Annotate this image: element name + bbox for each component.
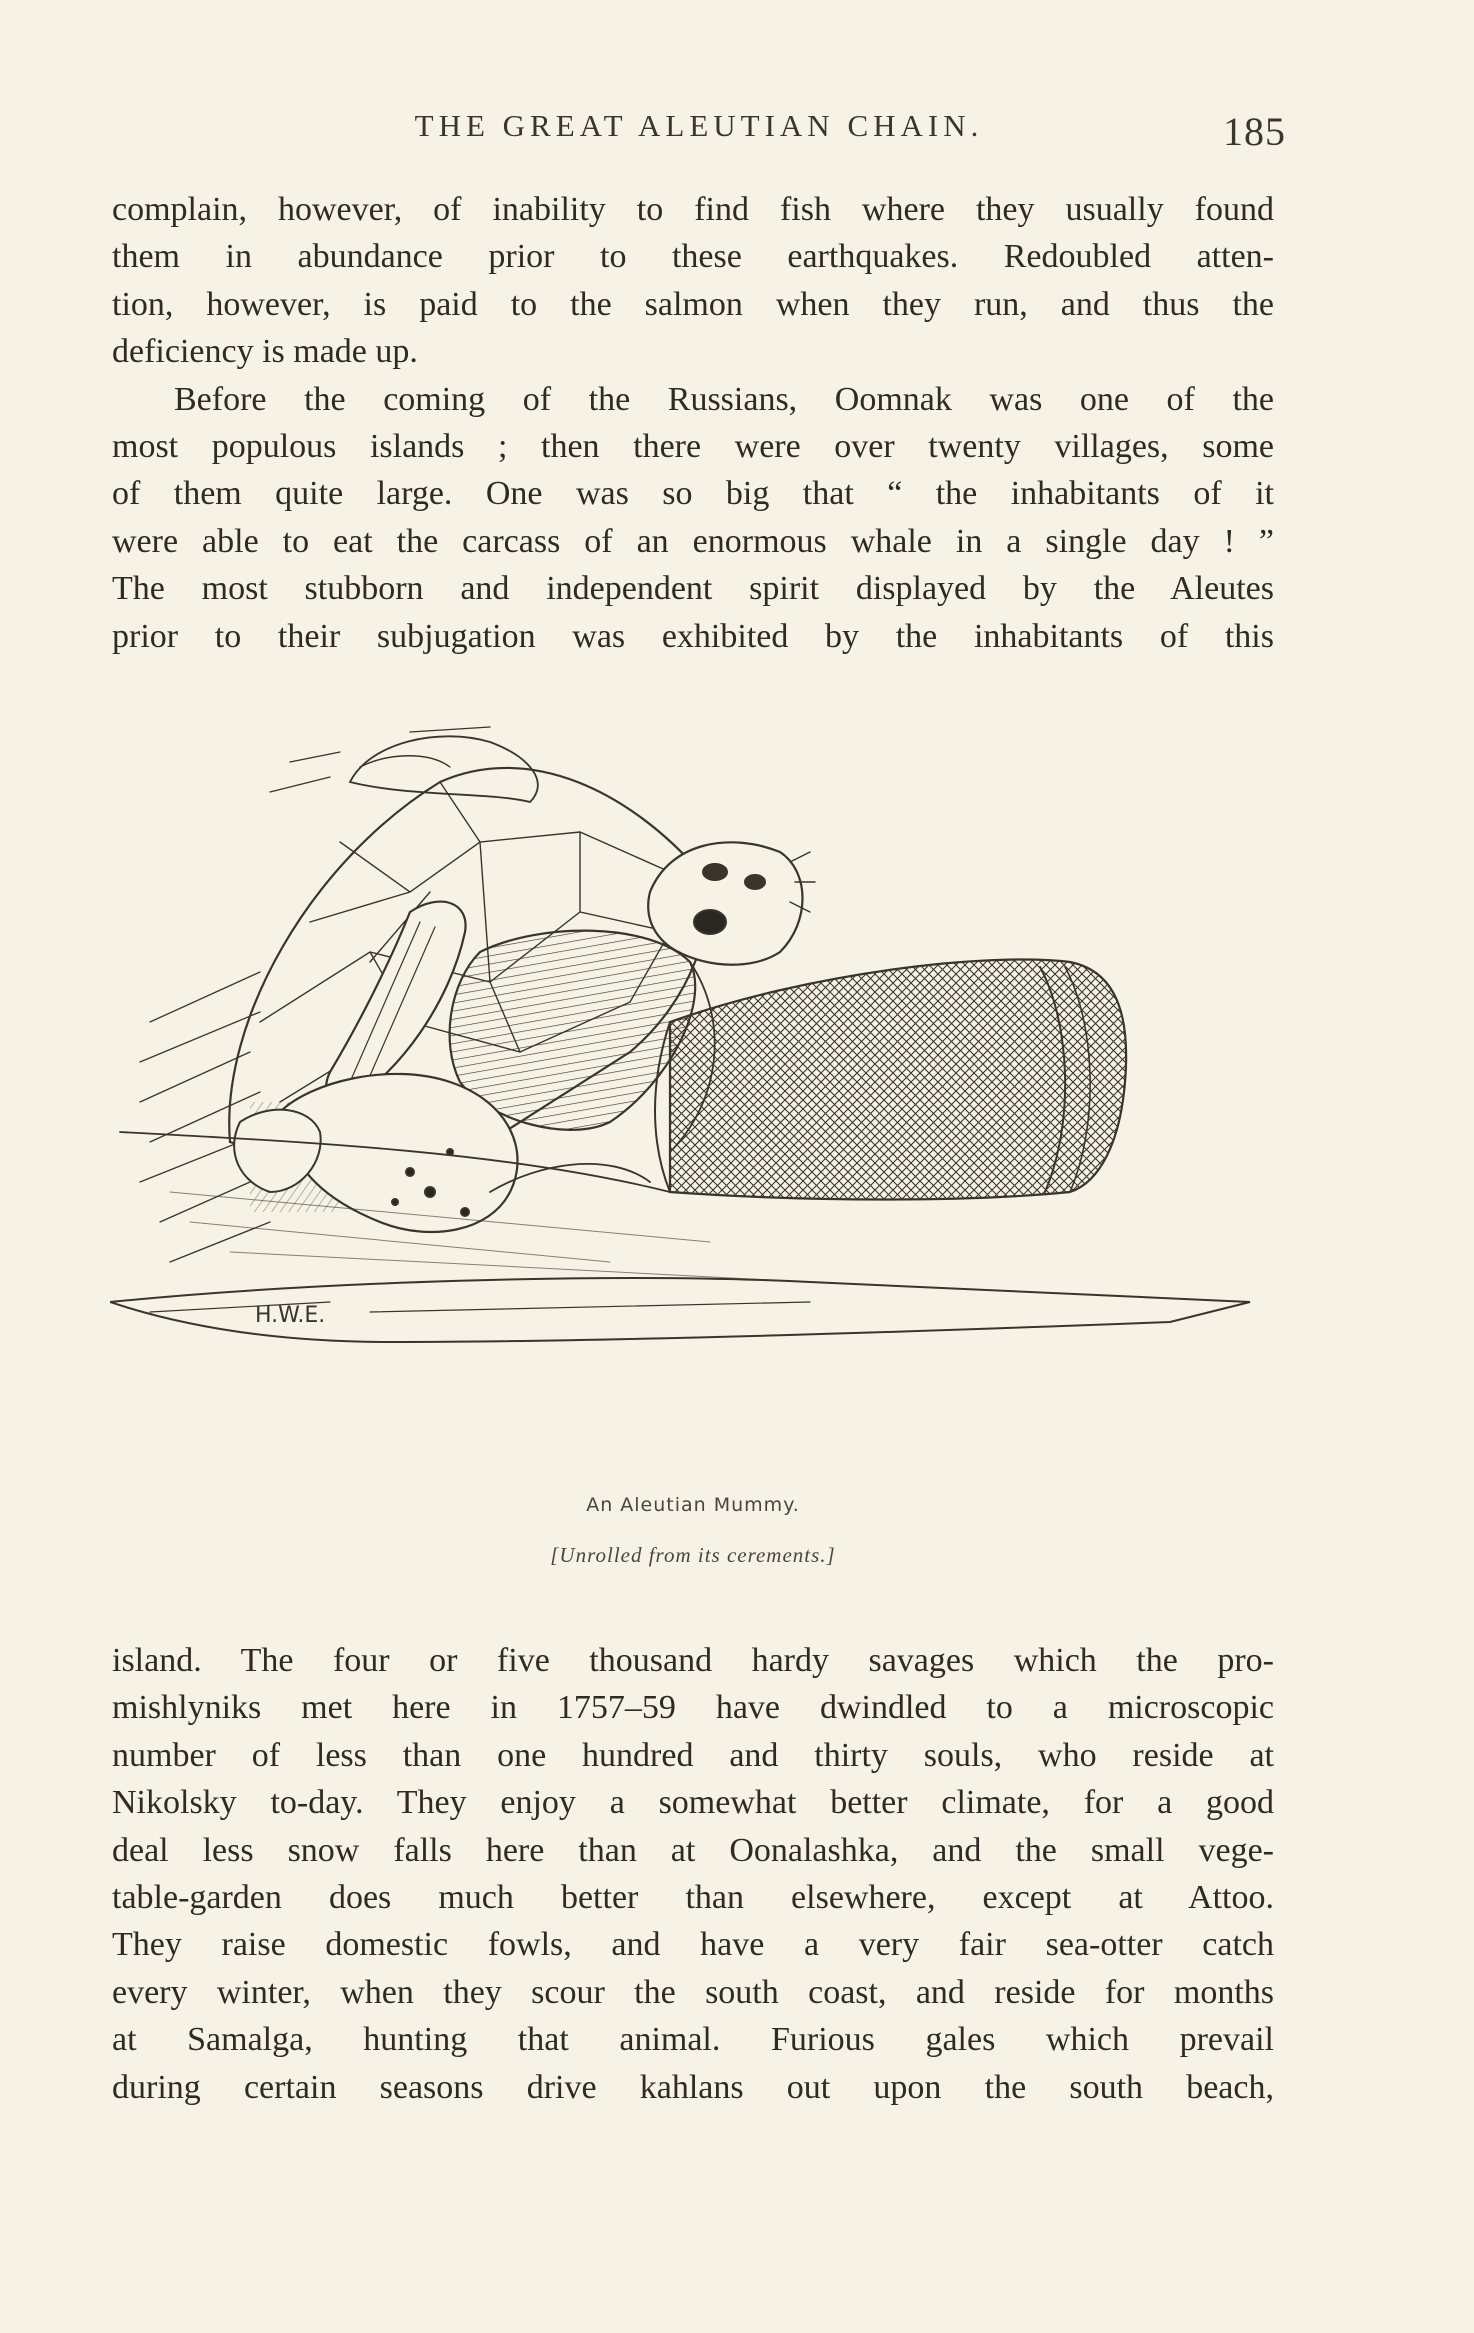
text-line: were able to eat the carcass of an enormous whale in a single day ! ” — [112, 522, 1274, 560]
text-line: prior to their subjugation was exhibited by the inhabitants of this — [112, 617, 1274, 655]
text-line: during certain seasons drive kahlans out upon the south beach, — [112, 2068, 1274, 2106]
body-text-bottom — [112, 1637, 1274, 2111]
text-line: deficiency is made up. — [112, 333, 418, 371]
figure-caption: An Aleutian Mummy. — [586, 1494, 800, 1516]
text-line: Nikolsky to-day. They enjoy a somewhat better climate, for a good — [112, 1784, 1274, 1822]
running-head — [112, 108, 1286, 160]
mummy-illustration — [110, 722, 1280, 1482]
text-line: island. The four or five thousand hardy savages which the pro- — [112, 1642, 1274, 1679]
figure-subcaption: [Unrolled from its cerements.] — [550, 1543, 836, 1567]
mummy-head — [648, 842, 815, 964]
text-line: table-garden does much better than elsewhere, except at Attoo. — [112, 1879, 1274, 1917]
artist-signature: H.W.E. — [255, 1303, 326, 1328]
text-line: of them quite large. One was so big that “ the inhabitants of it — [112, 475, 1274, 513]
running-head-title: THE GREAT ALEUTIAN CHAIN. — [414, 108, 984, 143]
text-line: them in abundance prior to these earthquakes. Redoubled atten- — [112, 238, 1274, 276]
text-line: at Samalga, hunting that animal. Furious gales which prevail — [112, 2021, 1274, 2059]
woven-mat-roll — [655, 960, 1126, 1200]
text-line: tion, however, is paid to the salmon when they run, and thus the — [112, 285, 1274, 323]
text-line: deal less snow falls here than at Oonalashka, and the small vege- — [112, 1831, 1274, 1869]
text-line: The most stubborn and independent spirit displayed by the Aleutes — [112, 570, 1274, 608]
text-line: Before the coming of the Russians, Oomnak was one of the — [174, 380, 1274, 418]
text-line: every winter, when they scour the south coast, and reside for months — [112, 1973, 1274, 2011]
text-line: most populous islands ; then there were over twenty villages, some — [112, 428, 1274, 466]
text-line: They raise domestic fowls, and have a very fair sea-otter catch — [112, 1926, 1274, 1964]
text-line: number of less than one hundred and thirty souls, who reside at — [112, 1736, 1274, 1774]
text-line: mishlyniks met here in 1757–59 have dwindled to a microscopic — [112, 1689, 1274, 1727]
body-text-top — [112, 186, 1274, 660]
text-line: complain, however, of inability to find fish where they usually found — [112, 191, 1274, 228]
page-number: 185 — [1223, 109, 1286, 154]
